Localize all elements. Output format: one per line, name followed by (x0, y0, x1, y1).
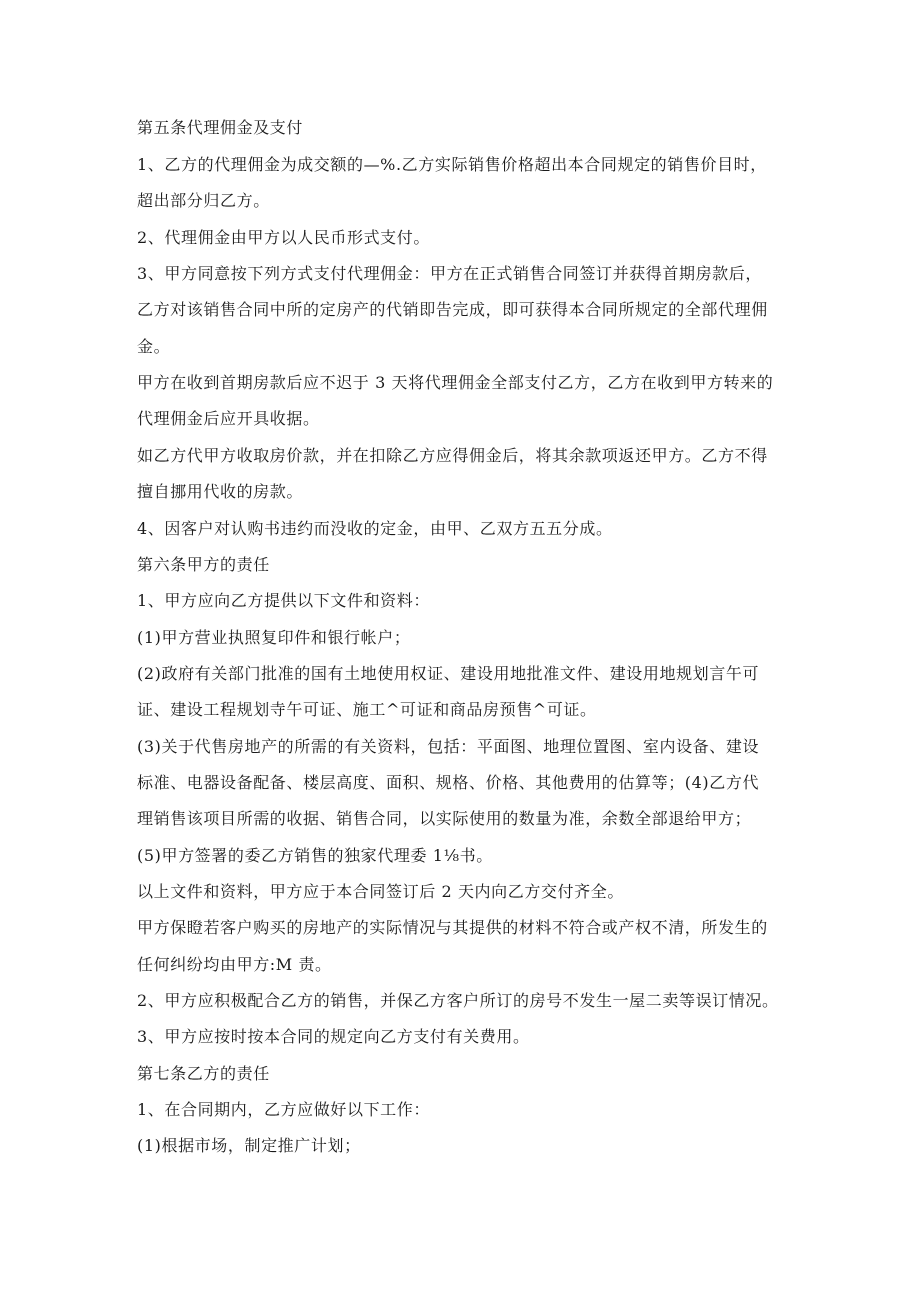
paragraph-line: 标准、电器设备配备、楼层高度、面积、规格、价格、其他费用的估算等；(4)乙方代 (137, 773, 760, 792)
paragraph-line: 2、代理佣金由甲方以人民币形式支付。 (137, 228, 430, 247)
paragraph-line: 2、甲方应积极配合乙方的销售，并保乙方客户所订的房号不发生一屋二卖等误订情况。 (137, 991, 779, 1010)
paragraph-line: 擅自挪用代收的房款。 (137, 482, 304, 501)
section-heading-5: 第五条代理佣金及支付 (137, 118, 304, 137)
paragraph-line: 超出部分归乙方。 (137, 191, 270, 210)
paragraph-line: 任何纠纷均由甲方:M 责。 (137, 955, 332, 974)
paragraph-line: 乙方对该销售合同中所的定房产的代销即告完成，即可获得本合同所规定的全部代理佣 (137, 300, 768, 319)
section-heading-6: 第六条甲方的责任 (137, 555, 270, 574)
paragraph-line: 证、建设工程规划寺午可证、施工^可证和商品房预售^可证。 (137, 700, 597, 719)
paragraph-line: 如乙方代甲方收取房价款，并在扣除乙方应得佣金后，将其余款项返还甲方。乙方不得 (137, 446, 768, 465)
paragraph-line: 代理佣金后应开具收据。 (137, 409, 320, 428)
paragraph-line: (5)甲方签署的委乙方销售的独家代理委 1⅛书。 (137, 846, 493, 865)
paragraph-line: 3、甲方同意按下列方式支付代理佣金：甲方在正式销售合同签订并获得首期房款后， (137, 264, 762, 283)
paragraph-line: 1、乙方的代理佣金为成交额的—%.乙方实际销售价格超出本合同规定的销售价目时， (137, 155, 767, 174)
paragraph-line: (1)甲方营业执照复印件和银行帐户； (137, 628, 411, 647)
paragraph-line: 3、甲方应按时按本合同的规定向乙方支付有关费用。 (137, 1027, 530, 1046)
paragraph-line: 甲方在收到首期房款后应不迟于 3 天将代理佣金全部支付乙方，乙方在收到甲方转来的 (137, 373, 774, 392)
section-heading-7: 第七条乙方的责任 (137, 1064, 270, 1083)
paragraph-line: (2)政府有关部门批准的国有土地使用权证、建设用地批准文件、建设用地规划言午可 (137, 664, 760, 683)
paragraph-line: 甲方保瞪若客户购买的房地产的实际情况与其提供的材料不符合或产权不清，所发生的 (137, 918, 768, 937)
paragraph-line: 金。 (137, 337, 171, 356)
paragraph-line: 理销售该项目所需的收据、销售合同，以实际使用的数量为准，余数全部退给甲方； (137, 809, 752, 828)
paragraph-line: (3)关于代售房地产的所需的有关资料，包括：平面图、地理位置图、室内设备、建设 (137, 737, 760, 756)
paragraph-line: 4、因客户对认购书违约而没收的定金，由甲、乙双方五五分成。 (137, 519, 613, 538)
paragraph-line: 以上文件和资料，甲方应于本合同签订后 2 天内向乙方交付齐全。 (137, 882, 624, 901)
paragraph-line: 1、在合同期内，乙方应做好以下工作： (137, 1100, 430, 1119)
paragraph-line: (1)根据市场，制定推广计划； (137, 1136, 361, 1155)
paragraph-line: 1、甲方应向乙方提供以下文件和资料： (137, 591, 430, 610)
